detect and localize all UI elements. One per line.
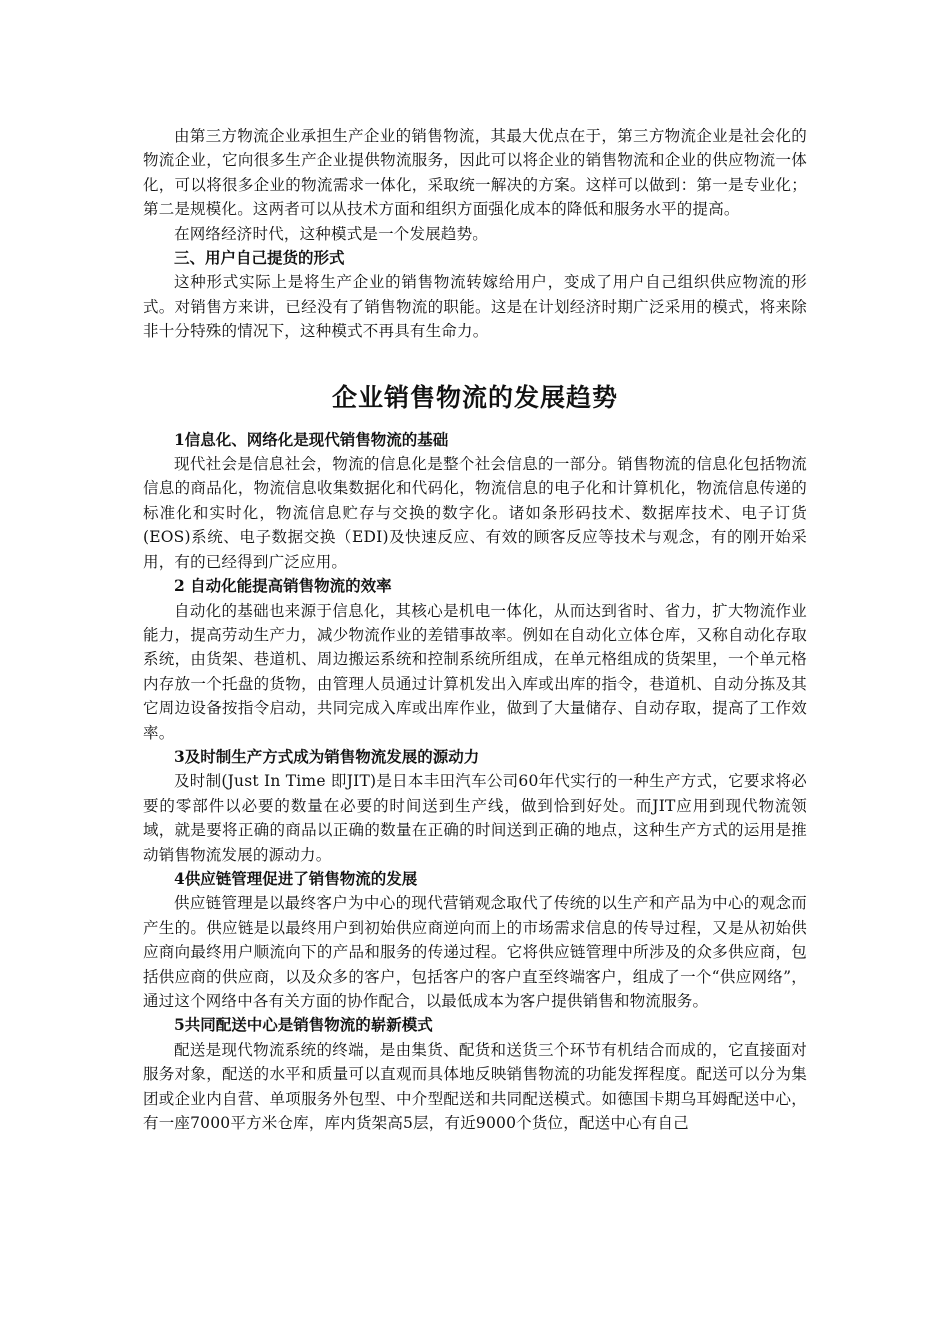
document-page <box>143 124 807 1135</box>
section-heading-3: 三、用户自己提货的形式 <box>174 248 345 268</box>
article-title: 企业销售物流的发展趋势 <box>331 382 618 412</box>
section-2-heading: 2 自动化能提高销售物流的效率 <box>174 576 392 596</box>
section-1-heading: 1信息化、网络化是现代销售物流的基础 <box>174 429 449 449</box>
intro-paragraph-3: 这种形式实际上是将生产企业的销售物流转嫁给用户，变成了用户自己组织供应物流的形式。对销售方来讲，已经没有了销售物流的职能。这是在计划经济时期广泛采用的模式，将来除非十分特殊的情况下，这种模式不再具有生命力。 <box>143 273 807 341</box>
section-4-heading: 4供应链管理促进了销售物流的发展 <box>174 868 418 888</box>
section-2-body: 自动化的基础也来源于信息化，其核心是机电一体化，从而达到省时、省力，扩大物流作业能力，提高劳动生产力，减少物流作业的差错事故率。例如在自动化立体仓库，又称自动化存取系统，由货架、巷道机、周边搬运系统和控制系统所组成，在单元格组成的货架里，一个单元格内存放一个托盘的货物，由管理人员通过计算机发出入库或出库的指令，巷道机、自动分拣及其它周边设备按指令启动，共同完成入库或出库作业，做到了大量储存、自动存取，提高了工作效率。 <box>143 601 807 742</box>
intro-paragraph-2: 在网络经济时代，这种模式是一个发展趋势。 <box>174 224 489 243</box>
intro-paragraph-1: 由第三方物流企业承担生产企业的销售物流，其最大优点在于，第三方物流企业是社会化的物流企业，它向很多生产企业提供物流服务，因此可以将企业的销售物流和企业的供应物流一体化，可以将很多企业的物流需求一体化，采取统一解决的方案。这样可以做到：第一是专业化；第二是规模化。这两者可以从技术方面和组织方面强化成本的降低和服务水平的提高。 <box>143 127 807 219</box>
section-3-body: 及时制(Just In Time 即JIT)是日本丰田汽车公司60年代实行的一种生产方式，它要求将必要的零部件以必要的数量在必要的时间送到生产线，做到恰到好处。而JIT应用到现代物流领域，就是要将正确的商品以正确的数量在正确的时间送到正确的地点，这种生产方式的运用是推动销售物流发展的源动力。 <box>143 772 807 864</box>
section-5-heading: 5共同配送中心是销售物流的崭新模式 <box>174 1015 433 1035</box>
section-4-body: 供应链管理是以最终客户为中心的现代营销观念取代了传统的以生产和产品为中心的观念而产生的。供应链是以最终用户到初始供应商逆向而上的市场需求信息的传导过程，又是从初始供应商向最终用户顺流向下的产品和服务的传递过程。它将供应链管理中所涉及的众多供应商，包括供应商的供应商，以及众多的客户，包括客户的客户直至终端客户，组成了一个“供应网络”，通过这个网络中各有关方面的协作配合，以最低成本为客户提供销售和物流服务。 <box>143 894 807 1010</box>
section-5-body: 配送是现代物流系统的终端，是由集货、配货和送货三个环节有机结合而成的，它直接面对服务对象，配送的水平和质量可以直观而具体地反映销售物流的功能发挥程度。配送可以分为集团或企业内自营、单项服务外包型、中介型配送和共同配送模式。如德国卡期乌耳姆配送中心，有一座7000平方米仓库，库内货架高5层，有近9000个货位，配送中心有自己 <box>143 1040 807 1133</box>
section-3-heading: 3及时制生产方式成为销售物流发展的源动力 <box>174 746 480 766</box>
section-1-body: 现代社会是信息社会，物流的信息化是整个社会信息的一部分。销售物流的信息化包括物流信息的商品化，物流信息收集数据化和代码化，物流信息的电子化和计算机化，物流信息传递的标准化和实时化，物流信息贮存与交换的数字化。诸如条形码技术、数据库技术、电子订货(EOS)系统、电子数据交换（EDI)及快速反应、有效的顾客反应等技术与观念，有的刚开始采用，有的已经得到广泛应用。 <box>143 455 807 571</box>
